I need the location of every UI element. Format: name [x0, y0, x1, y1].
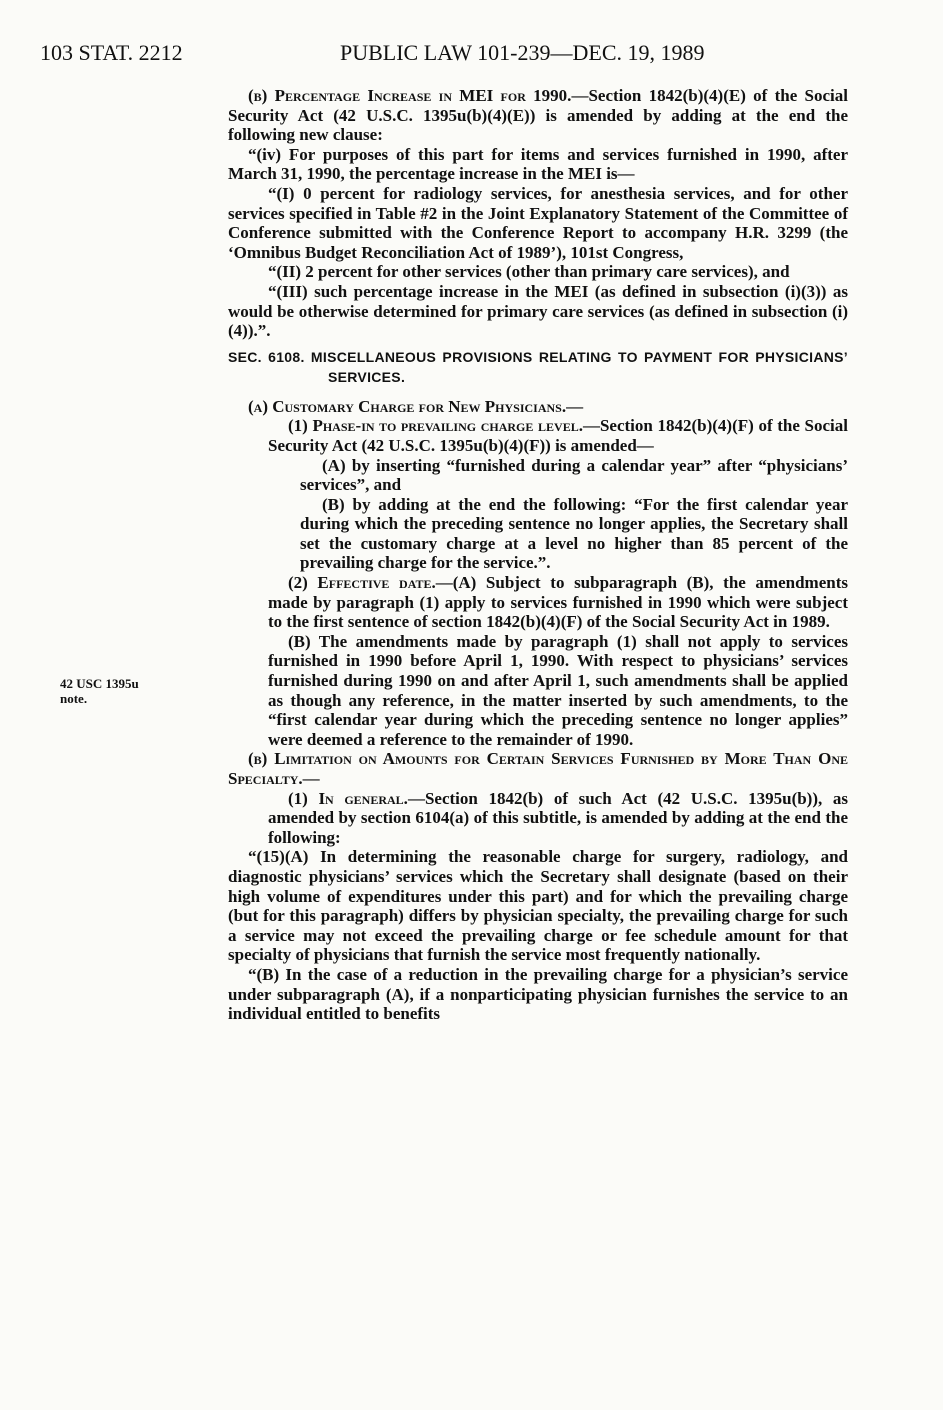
subparagraph-B-amendments: (B) The amendments made by paragraph (1) shall not apply to services furnished in 1990 before April 1, 1990. With respect to physicians’ services furnished during 1990 on and after April 1, such amendments shall be applied as though any reference, in the matter inserted by such amendments, to the “first calendar year during which the preceding sentence no longer applies” were deemed a reference to the remainder of 1990.: [268, 631, 848, 749]
document-body: [228, 86, 848, 1024]
paragraph-text: —(A) Subject to subparagraph (B), the amendments made by paragraph (1) apply to services furnished in 1990 which were subject to the first sentence of section 1842(b)(4)(F) of the Social Security Act in 1989.: [268, 573, 848, 632]
paragraph-heading: (1) Phase-in to prevailing charge level.: [288, 416, 583, 436]
inserted-paragraph-15B: “(B) In the case of a reduction in the prevailing charge for a physician’s service under subparagraph (A), if a nonparticipating physician furnishes the service to an individual entitled to benefits: [228, 964, 848, 1024]
paragraph-heading: (2) Effective date.: [288, 573, 436, 593]
section-heading: SEC. 6108. MISCELLANEOUS PROVISIONS RELATING TO PAYMENT FOR PHYSICIANS’ SERVICES.: [228, 348, 848, 385]
paragraph-heading: (1) In general.: [288, 788, 408, 808]
paragraph-heading: (b) Percentage Increase in MEI for 1990.: [248, 86, 572, 105]
subsection-b-heading: [228, 749, 848, 788]
subclause-II: “(II) 2 percent for other services (other than primary care services), and: [268, 262, 790, 282]
public-law-title: PUBLIC LAW 101-239—DEC. 19, 1989: [340, 40, 705, 65]
margin-note-citation: 42 USC 1395u: [60, 676, 139, 691]
subparagraph-B-adding: (B) by adding at the end the following: “For the first calendar year during which the preceding sentence no longer applies, the Secretary shall set the customary charge at a level no higher than 85 percent of the prevailing charge for the service.”.: [300, 494, 848, 573]
clause-iv: “(iv) For purposes of this part for items and services furnished in 1990, after March 31, 1990, the percentage increase in the MEI is—: [228, 144, 848, 184]
paragraph-b-percentage-increase: [228, 86, 848, 145]
subclause-III: “(III) such percentage increase in the MEI (as defined in subsection (i)(3)) as would be otherwise determined for primary care services (as defined in subsection (i)(4)).”.: [228, 281, 848, 341]
paragraph-text: —Section 1842(b)(4)(F) of the Social Security Act (42 U.S.C. 1395u(b)(4)(F)) is amended—: [268, 416, 849, 455]
paragraph-heading: (b) Limitation on Amounts for Certain Services Furnished by More Than One Specialty.: [228, 749, 848, 788]
paragraph-1-phase-in: [228, 416, 848, 455]
subclause-I: “(I) 0 percent for radiology services, for anesthesia services, and for other services specified in Table #2 in the Joint Explanatory Statement of the Committee of Conference submitted with the Conference Report to accompany H.R. 3299 (the ‘Omnibus Budget Reconciliation Act of 1989’), 101st Congress,: [228, 183, 848, 262]
paragraph-text: —Section 1842(b) of such Act (42 U.S.C. 1395u(b)), as amended by section 6104(a) of this subtitle, is amended by adding at the end the following:: [268, 788, 848, 847]
stat-page-number: 103 STAT. 2212: [40, 40, 183, 65]
paragraph-text: —: [302, 769, 320, 788]
subsection-a-heading: [228, 397, 848, 417]
paragraph-heading: (a) Customary Charge for New Physicians.: [248, 396, 567, 416]
paragraph-text: —Section 1842(b)(4)(E) of the Social Security Act (42 U.S.C. 1395u(b)(4)(E)) is amended by adding at the end the following new clause:: [228, 86, 848, 145]
paragraph-1-in-general: [228, 789, 848, 848]
margin-note-label: note.: [60, 691, 88, 706]
paragraph-2-effective-date: [228, 573, 848, 632]
subparagraph-A-inserting: (A) by inserting “furnished during a calendar year” after “physicians’ services”, and: [300, 455, 848, 495]
margin-note: [60, 676, 139, 706]
inserted-paragraph-15A: “(15)(A) In determining the reasonable charge for surgery, radiology, and diagnostic physicians’ services which the Secretary shall designate (based on their high volume of expenditures under this part) and for which the prevailing charge (but for this paragraph) differs by physician specialty, the prevailing charge for such a service may not exceed the prevailing charge or fee schedule amount for that specialty of physicians that furnish the service most frequently nationally.: [228, 847, 848, 965]
paragraph-text: —: [566, 396, 584, 416]
